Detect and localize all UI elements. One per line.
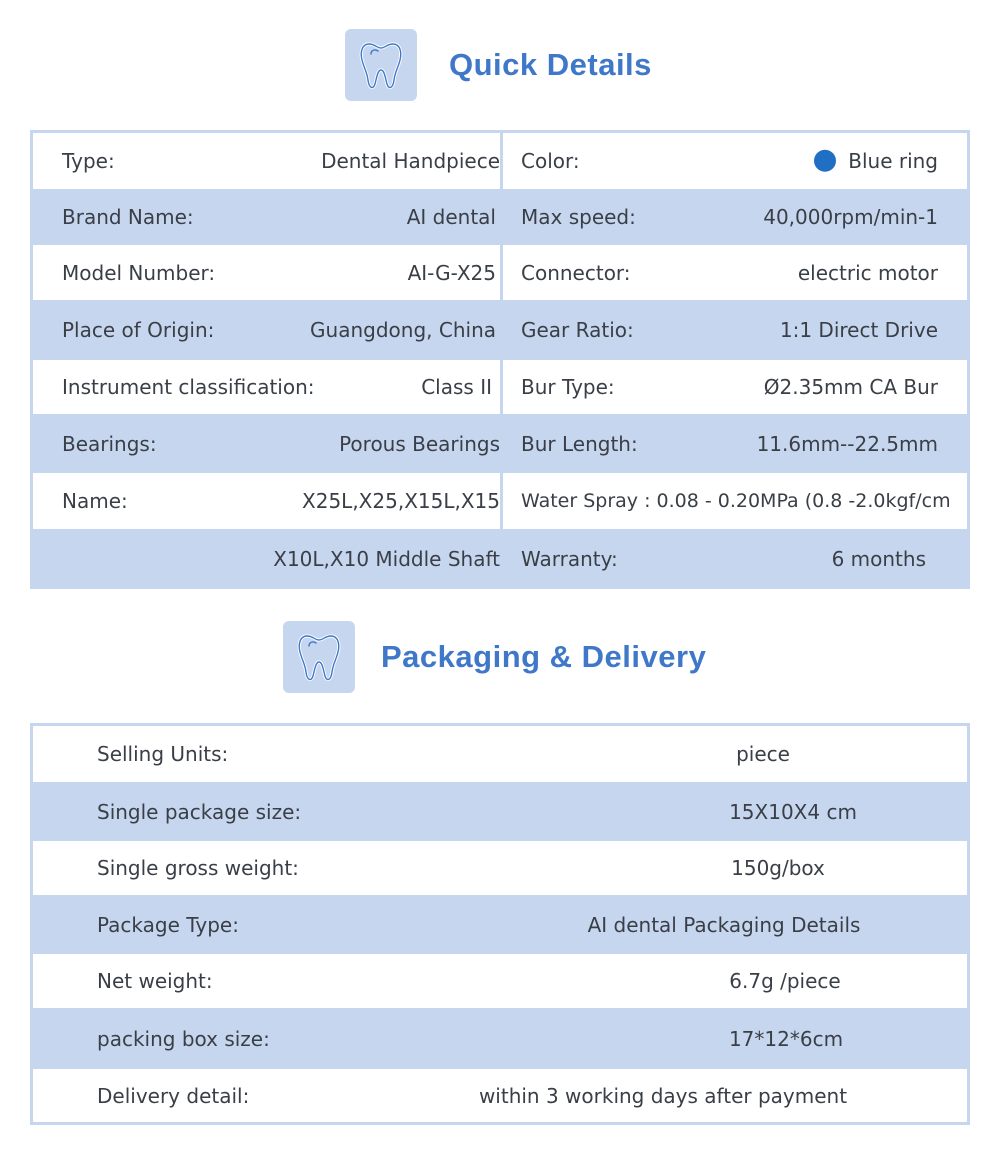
packaging-row-package-size [33, 782, 967, 841]
packaging-label: Package Type: [97, 912, 239, 937]
packaging-row-gross-weight [33, 841, 967, 895]
detail-value: AI-G-X25 [407, 260, 496, 285]
detail-label: Brand Name: [62, 205, 194, 229]
quick-details-title: Quick Details [449, 47, 652, 82]
packaging-value: within 3 working days after payment [478, 1083, 848, 1108]
detail-row-gear-ratio [503, 300, 970, 360]
detail-value: X25L,X25,X15L,X15 [302, 489, 500, 513]
detail-label: Gear Ratio: [521, 318, 634, 342]
detail-value: AI dental [406, 205, 496, 229]
detail-row-bur-type [503, 360, 970, 414]
detail-row-connector [503, 245, 970, 300]
detail-row-water-spray [503, 473, 970, 529]
detail-value: Class II [421, 375, 492, 399]
packaging-label: Delivery detail: [97, 1083, 250, 1108]
detail-row-model [33, 245, 500, 300]
packaging-label: Single package size: [97, 799, 302, 824]
packaging-value: AI dental Packaging Details [587, 912, 861, 937]
detail-label: Instrument classification: [62, 375, 315, 399]
detail-row-origin [33, 300, 500, 360]
detail-value: Guangdong, China [310, 318, 496, 342]
detail-row-name-continued [33, 529, 500, 589]
detail-value: X10L,X10 Middle Shaft [273, 547, 500, 571]
detail-value: electric motor [797, 260, 938, 285]
packaging-title: Packaging & Delivery [381, 639, 707, 674]
detail-label: Connector: [521, 260, 631, 285]
packaging-row-delivery-detail [33, 1069, 967, 1122]
detail-label: Water Spray : 0.08 - 0.20MPa (0.8 -2.0kgf/cm [521, 490, 951, 512]
packaging-label: Net weight: [97, 969, 213, 993]
packaging-value: piece [736, 742, 790, 766]
detail-label: Bur Length: [521, 431, 638, 456]
detail-row-name [33, 473, 500, 529]
detail-row-classification [33, 360, 500, 414]
detail-label: Model Number: [62, 260, 216, 285]
detail-label: Warranty: [521, 547, 618, 571]
detail-value: Ø2.35mm CA Bur [763, 375, 938, 399]
packaging-value: 6.7g /piece [729, 969, 841, 993]
color-swatch [814, 149, 836, 171]
packaging-value: 17*12*6cm [728, 1026, 844, 1051]
detail-value: Porous Bearings [339, 431, 500, 456]
quick-details-table [30, 130, 970, 589]
detail-row-brand [33, 189, 500, 245]
quick-details-left-column [33, 133, 500, 586]
detail-label: Color: [521, 149, 580, 173]
detail-label: Bearings: [62, 431, 157, 456]
detail-label: Place of Origin: [62, 318, 215, 342]
quick-details-header [345, 29, 652, 101]
detail-row-bearings [33, 414, 500, 473]
detail-row-bur-length [503, 414, 970, 473]
detail-label: Name: [62, 489, 128, 513]
packaging-row-selling-units [33, 726, 967, 782]
detail-label: Max speed: [521, 205, 636, 229]
detail-value: Dental Handpiece [321, 149, 500, 173]
detail-value: 1:1 Direct Drive [779, 318, 938, 342]
packaging-row-box-size [33, 1008, 967, 1069]
detail-value: 6 months [831, 547, 926, 571]
detail-row-warranty [503, 529, 970, 589]
packaging-value: 15X10X4 cm [729, 799, 857, 824]
tooth-icon [283, 621, 355, 693]
detail-row-max-speed [503, 189, 970, 245]
tooth-icon [345, 29, 417, 101]
packaging-row-package-type [33, 895, 967, 954]
packaging-label: packing box size: [97, 1026, 270, 1051]
detail-row-type [33, 133, 500, 189]
detail-row-color [503, 133, 970, 189]
detail-label: Type: [62, 149, 115, 173]
packaging-label: Single gross weight: [97, 856, 299, 880]
packaging-header [283, 621, 706, 693]
packaging-label: Selling Units: [97, 742, 229, 766]
detail-label: Bur Type: [521, 375, 615, 399]
packaging-table [30, 723, 970, 1125]
packaging-value: 150g/box [731, 856, 825, 880]
detail-value: 40,000rpm/min-1 [763, 205, 938, 229]
packaging-row-net-weight [33, 954, 967, 1008]
detail-value: 11.6mm--22.5mm [756, 431, 938, 456]
detail-value-wrap [814, 149, 938, 174]
detail-value: Blue ring [848, 148, 938, 173]
quick-details-right-column [503, 133, 970, 586]
